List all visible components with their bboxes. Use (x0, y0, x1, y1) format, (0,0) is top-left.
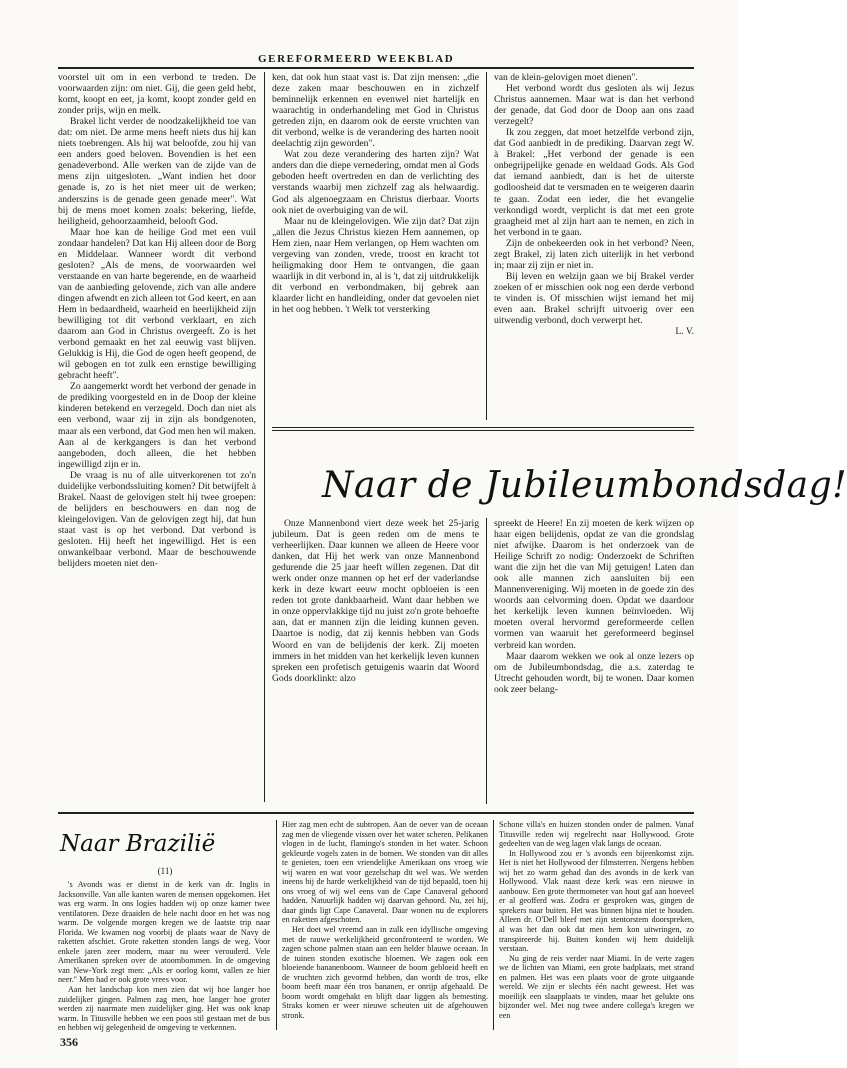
top-right-column (494, 72, 694, 420)
page-number: 356 (60, 1035, 78, 1049)
paragraph: Hier zag men echt de subtropen. Aan de oever van de oceaan zag men de vliegende vissen over het water scheren. Pelikanen vlogen in de lucht, flamingo's stonden in het water. Schoon gekleurde vogels zaten in de bomen. We stonden van dit alles te genieten, toen een vriendelijke Amerikaan ons vroeg wie wij waren en wat voor gezelschap dit wel was. We werden ineens bij de harde werkelijkheid van de tijd bepaald, toen hij ons vroeg of wij wel eens van de Cape Canaveral gehoord hadden. Natuurlijk hadden wij daarvan gehoord. Nu, zei hij, daar ginds ligt Cape Canaveral. Daar wonen nu de explorers en raketten afgeschoten. (282, 820, 488, 925)
paragraph: Zijn de onbekeerden ook in het verbond? Neen, zegt Brakel, zij laten zich uiterlijk in het verbond in; maar zij zijn er niet in. (494, 237, 694, 271)
paragraph: ken, dat ook hun staat vast is. Dat zijn mensen: „die deze zaken maar beschouwen en in zichzelf beminnelijk erkennen en evenwel niet hartelijk en waarachtig in onderhandeling met God in Christus getreden zijn, en daarom ook de eerste vruchten van dit verbond, welke is de verandering des harten nooit deelachtig zijn geworden". (272, 72, 479, 150)
paragraph: Wat zou deze verandering des harten zijn? Wat anders dan die diepe vernedering, omdat men al Gods geboden heeft overtreden en dan de verlichting des verstands waarbij men zichzelf zag als helwaardig. God als algenoegzaam en Christus dierbaar. Voorts ook niet de overbuiging van de wil. (272, 149, 479, 216)
brazilie-column-2 (282, 820, 488, 1032)
paragraph: Het doet wel vreemd aan in zulk een idyllische omgeving met de rauwe werkelijkheid geconfronteerd te worden. We zagen schone palmen staan aan een helder blauwe oceaan. In de tuinen stonden exotische bloemen. We zagen ook een bloeiende bananenboom. Wanneer de boom gebloeid heeft en de vruchten zich gevormd hebben, dan wordt de tros, elke boom heeft maar één tros bananen, er onrijp afgehaald. De boom wordt omgehakt en blijft daar liggen als bemesting. Straks komen er weer nieuwe scheuten uit de afgehouwen stronk. (282, 925, 488, 1020)
paragraph: Nu ging de reis verder naar Miami. In de verte zagen we de lichten van Miami, een grote badplaats, met strand en palmen. Het was een plaats voor de grote uitgaande wereld. We zijn er slechts één nacht geweest. Het was moeilijk een slaapplaats te vinden, maar het gelukte ons bijzonder wel. Met nog twee andere collega's kregen we een (499, 953, 694, 1020)
brazilie-title: Naar Brazilië (60, 831, 216, 857)
paragraph: De vraag is nu of alle uitverkorenen tot zo'n duidelijke verbondssluiting komen? Dit betwijfelt à Brakel. Naast de gelovigen stelt hij twee groepen: de belijders en beschouwers en dan nog de kleingelovigen. Van de gelovigen zegt hij, dat hun staat vast is op het verbond. Dat verbond is gesloten. Hij heeft het ingewilligd. Het is een onwankelbaar verbond. Maar de beschouwende belijders moeten niet den- (58, 469, 256, 570)
column-divider (486, 518, 487, 804)
column-divider (493, 820, 494, 1030)
paragraph: Onze Mannenbond viert deze week het 25-jarig jubileum. Dat is geen reden om de mens te verheerlijken. Daar kunnen we alleen de Heere voor danken, dat Hij het werk van onze Mannenbond gedurende die 25 jaar heeft willen zegenen. Dat dit werk onder onze mannen op het erf der vaderlandse kerk in deze kwart eeuw mocht opbloeien is een reden tot grote dankbaarheid. Want daar hebben we in onze oppervlakkige tijd nu juist zo'n grote behoefte aan, dat er mannen zijn die leiding kunnen geven. Daartoe is nodig, dat zij kennis hebben van Gods Woord en van de belijdenis der kerk. Zij moeten immers in het midden van het kerkelijk leven kunnen spreken een profetisch getuigenis waarin dat Woord Gods doorklinkt: alzo (272, 518, 479, 684)
paragraph: spreekt de Heere! En zij moeten de kerk wijzen op haar eigen belijdenis, opdat ze van die grondslag niet afwijke. Daarom is het onderzoek van de Heilige Schrift zo nodig: Onderzoekt de Schriften want die zijn het die van Mij getuigen! Laten dan ook alle mannen zich aansluiten bij een Mannenvereniging. Wij moeten in de goede zin des woords aan celvorming doen. Opdat we daardoor het kerkelijk leven kunnen beïnvloeden. Wij moeten overal hervormd gereformeerde cellen vormen van waaruit het gereformeerd beginsel verbreid kan worden. (494, 518, 694, 651)
paragraph: van de klein-gelovigen moet dienen". (494, 72, 638, 83)
brazilie-column-1 (58, 880, 270, 1033)
paragraph: voorstel uit om in een verbond te treden. De voorwaarden zijn: om niet. Gij, die geen geld hebt, komt, koopt en eet, ja komt, koopt zonder geld en zonder prijs, wijn en melk. (58, 72, 256, 117)
paragraph: Brakel licht verder de noodzakelijkheid toe van dat: om niet. De arme mens heeft niets dus hij kan niets toebrengen. Als hij wat beloofde, zou hij van een anders goed beloven. Bovendien is het een genadeverbond. Alle werken van de zijde van de mens zijn uitgesloten. „Want indien het door genade is, zo is het niet meer uit de werken; anderszins is de genade geen genade meer". Wat bij de mens moet komen zoals: bekering, liefde, heiligheid, gehoorzaamheid, belooft God. (58, 116, 256, 227)
paragraph: Aan het landschap kon men zien dat wij hoe langer hoe zuidelijker gingen. Palmen zag men, hoe langer hoe groter werden zij naarmate men zuidelijker ging. Het was ook knap warm. In Titusville hebben we een poos stil gestaan met de bus en hebben wij gelegenheid de omgeving te verkennen. (58, 985, 270, 1033)
column-divider (276, 820, 277, 1030)
column-divider (486, 72, 487, 420)
brazilie-number: (11) (157, 866, 173, 876)
author-signature: L. V. (675, 326, 694, 338)
jubileum-right-column (494, 518, 694, 808)
paragraph: Het verbond wordt dus gesloten als wij Jezus Christus aannemen. Maar wat is dan het verbond der genade, dat God door de Doop aan ons zaad verzegelt? (494, 83, 694, 128)
paragraph: Maar hoe kan de heilige God met een vuil zondaar handelen? Dat kan Hij alleen door de Borg en Middelaar. Wanneer wordt dit verbond gesloten? „Als de mens, de voorwaarden wel verstaande en van harte begerende, en de waarheid van de aanbieding gelovende, zich van alle andere dingen afwendt en zich alleen tot God keert, en aan Hem in bedaardheid, waarheid en heerlijkheid zijn bewilliging tot dit verbond verklaart, en zich daarom aan God in Christus overgeeft. Zo is het verbond gemaakt en het zal eeuwig vast blijven. Gelukkig is Hij, die God de ogen heeft geopend, de wil gebogen en tot zulk een ernstige bewilliging gebracht heeft". (58, 226, 256, 382)
section-rule (58, 812, 694, 814)
jubileum-headline: Naar de Jubileumbondsdag! (322, 465, 847, 506)
paragraph: Maar nu de kleingelovigen. Wie zijn dat? Dat zijn „allen die Jezus Christus kiezen Hem aannemen, op Hem zien, naar Hem verlangen, op Hem wachten om vergeving van zonden, vrede, troost en kracht tot heiligmaking door Hem te ontvangen, die gaan waarlijk in dit verbond in, al is 't, dat zij uitdrukkelijk dit verbond en verbondmaken, bij gebrek aan klaarder licht en handleiding, onder dat gevoelen niet in het oog hebben. 't Welk tot versterking (272, 215, 479, 315)
paragraph: Maar daarom wekken we ook al onze lezers op om de Jubileumbondsdag, die a.s. zaterdag te Utrecht gehouden wordt, bij te wonen. Daar komen ook zeer belang- (494, 650, 694, 695)
running-header: GEREFORMEERD WEEKBLAD (258, 53, 455, 65)
paragraph: In Hollywood zou er 's avonds een bijeenkomst zijn. Het is niet het Hollywood der filmsterren. Nergens hebben wij het zo warm gehad dan des avonds in de kerk van Hollywood. Vlak naast deze kerk was een nieuwe in aanbouw. Een grote thermometer van hout gaf aan hoeveel er al geofferd was. Zodra er gesproken was, gingen de sprekers naar buiten. Het was binnen bijna niet te houden. Alleen dr. O'Dell bleef met zijn stentorstem doorspreken, al was het dan ook dat men hem kon uitwringen, zo transpireerde hij. Buiten konden wij hem duidelijk verstaan. (499, 848, 694, 954)
paragraph: Bij leven en welzijn gaan we bij Brakel verder zoeken of er misschien ook nog een derde verbond te vinden is. Of misschien wijst iemand het mij even aan. Brakel schrijft uitvoerig over een uitwendig verbond, doch verwerpt het. (494, 270, 694, 327)
top-middle-column (272, 72, 479, 420)
paragraph: Zo aangemerkt wordt het verbond der genade in de prediking voorgesteld en in de Doop der kleine kinderen betekend en verzegeld. Doch dan niet als een verbond, waar zij in zijn als bondgenoten, maar als een verbond, dat God men hen wil maken. Aan al de kerkgangers is dan het verbond aangeboden, doch alleen, die het hebben ingewilligd zijn er in. (58, 381, 256, 470)
column-divider (264, 72, 265, 802)
paragraph: 's Avonds was er dienst in de kerk van dr. Inglis in Jacksonville. Van alle kanten waren de mensen opgekomen. Het was erg warm. In ons logies hadden wij op onze kamer twee ventilatoren. Deze draaiden de hele nacht door en het was nog warm. De volgende morgen kregen we de laatste trip naar Florida. We kwamen nog voorbij de plaats waar de Navy de raketten afschiet. Grote raketten stonden langs de weg. Voor enkele jaren zeer modern, maar nu weer verouderd. Vele Amerikanen spreken over de atoombommen. In de omgeving van New-York zegt men: „Als er oorlog komt, vallen ze hier neer." Men had er ook grote vrees voor. (58, 880, 270, 985)
jubileum-left-column (272, 518, 479, 808)
header-rule (58, 67, 694, 69)
top-left-column (58, 72, 256, 804)
brazilie-column-3 (499, 820, 694, 1032)
paragraph: Schone villa's en huizen stonden onder de palmen. Vanaf Titusville reden wij regelrecht naar Hollywood. Grote gedeelten van de weg lagen vlak langs de oceaan. (499, 820, 694, 849)
headline-rule-top (272, 427, 694, 428)
paragraph: Ik zou zeggen, dat moet hetzelfde verbond zijn, dat God aanbiedt in de prediking. Daarvan zegt W. à Brakel: „Het verbond der genade is een onbegrijpelijke genade en weldaad Gods. Als God dat iemand aanbiedt, dan is het de uiterste godloosheid dat te versmaden en te weigeren daarin te gaan. Zodat een ieder, die het evangelie verkondigd wordt, verplicht is dat met een grote graagheid met al zijn hart aan te nemen, en zich in het verbond in te gaan. (494, 127, 694, 238)
headline-rule-top-2 (272, 430, 694, 431)
